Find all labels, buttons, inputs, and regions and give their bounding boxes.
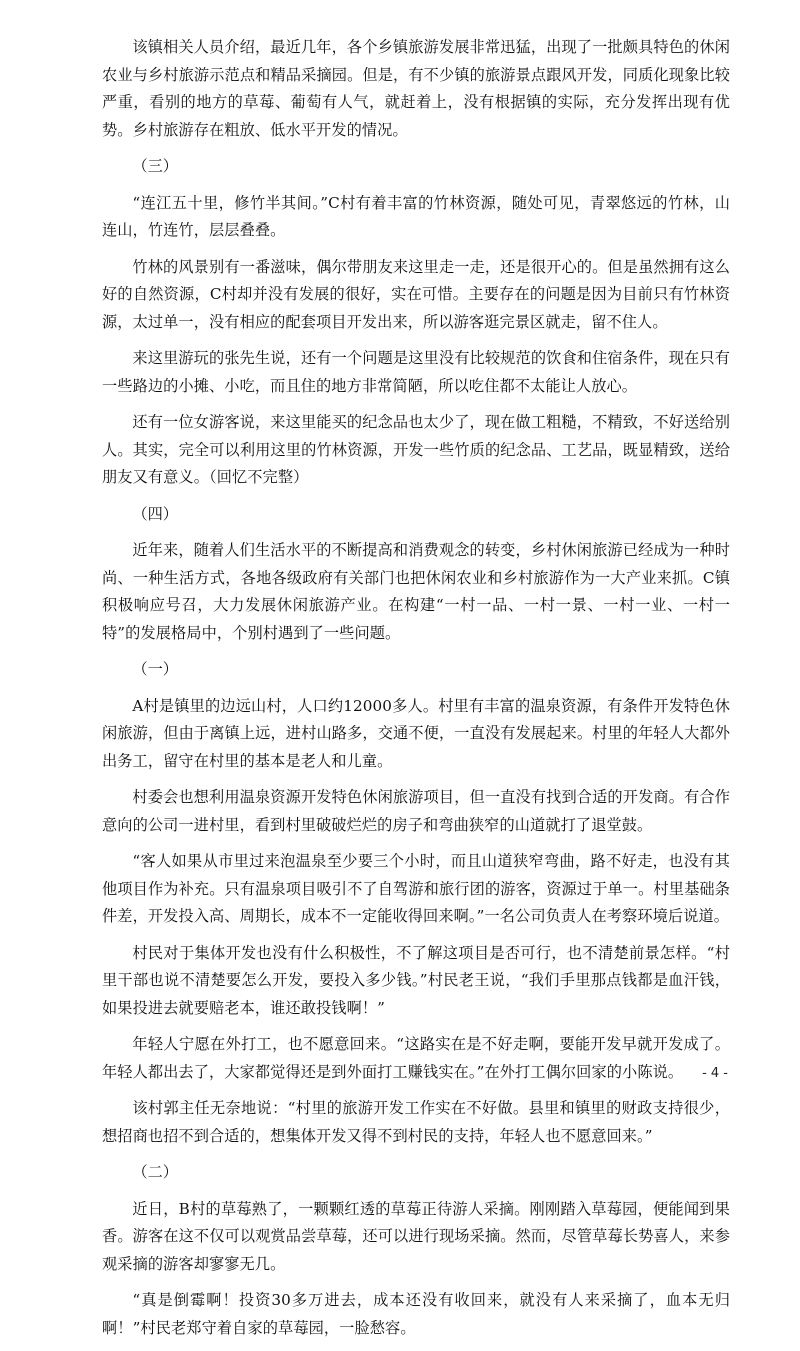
document-body [102, 34, 730, 1351]
page-number: - 4 - [702, 1066, 728, 1081]
section-heading: （三） [132, 157, 178, 175]
paragraph: 竹林的风景别有一番滋味，偶尔带朋友来这里走一走，还是很开心的。但是虽然拥有这么好的自然资源，C村却并没有发展的很好，实在可惜。主要存在的问题是因为目前只有竹林资源，太过单一，没有相应的配套项目开发出来，所以游客逛完景区就走，留不住人。 [102, 257, 730, 331]
section-heading: （二） [132, 1163, 178, 1181]
paragraph: 还有一位女游客说，来这里能买的纪念品也太少了，现在做工粗糙，不精致，不好送给别人。其实，完全可以利用这里的竹林资源，开发一些竹质的纪念品、工艺品，既显精致，送给朋友又有意义。（回忆不完整） [102, 413, 730, 486]
paragraph: 来这里游玩的张先生说，还有一个问题是这里没有比较规范的饮食和住宿条件，现在只有一些路边的小摊、小吃，而且住的地方非常简陋，所以吃住都不太能让人放心。 [102, 349, 730, 395]
paragraph: 近年来，随着人们生活水平的不断提高和消费观念的转变，乡村休闲旅游已经成为一种时尚、一种生活方式，各地各级政府有关部门也把休闲农业和乡村旅游作为一大产业来抓。C镇积极响应号召，大力发展休闲旅游产业。在构建“一村一品、一村一景、一村一业、一村一特”的发展格局中，个别村遇到了一些问题。 [102, 541, 730, 642]
section-heading: （四） [132, 504, 178, 523]
paragraph: “真是倒霉啊！投资30多万进去，成本还没有收回来，就没有人来采摘了，血本无归啊！”村民老郑守着自家的草莓园，一脸愁容。 [102, 1291, 730, 1337]
paragraph: “连江五十里，修竹半其间。”C村有着丰富的竹林资源，随处可见，青翠悠远的竹林，山连山，竹连竹，层层叠叠。 [102, 193, 730, 239]
section-heading: （一） [132, 660, 178, 678]
paragraph: 近日，B村的草莓熟了，一颗颗红透的草莓正待游人采摘。刚刚踏入草莓园，便能闻到果香。游客在这不仅可以观赏品尝草莓，还可以进行现场采摘。然而，尽管草莓长势喜人，来参观采摘的游客却寥寥无几。 [102, 1199, 730, 1273]
paragraph: 该镇相关人员介绍，最近几年，各个乡镇旅游发展非常迅猛，出现了一批颇具特色的休闲农业与乡村旅游示范点和精品采摘园。但是，有不少镇的旅游景点跟风开发，同质化现象比较严重，看别的地方的草莓、葡萄有人气，就赶着上，没有根据镇的实际，充分发挥出现有优势。乡村旅游存在粗放、低水平开发的情况。 [102, 38, 730, 139]
paragraph: A村是镇里的边远山村，人口约12000多人。村里有丰富的温泉资源，有条件开发特色休闲旅游，但由于离镇上远，进村山路多，交通不便，一直没有发展起来。村里的年轻人大都外出务工，留守在村里的基本是老人和儿童。 [102, 696, 730, 770]
paragraph: 村委会也想利用温泉资源开发特色休闲旅游项目，但一直没有找到合适的开发商。有合作意向的公司一进村里，看到村里破破烂烂的房子和弯曲狭窄的山道就打了退堂鼓。 [102, 788, 730, 834]
paragraph: 该村郭主任无奈地说：“村里的旅游开发工作实在不好做。县里和镇里的财政支持很少，想招商也招不到合适的，想集体开发又得不到村民的支持，年轻人也不愿意回来。” [102, 1099, 730, 1145]
paragraph: 村民对于集体开发也没有什么积极性，不了解这项目是否可行，也不清楚前景怎样。“村里干部也说不清楚要怎么开发，要投入多少钱。”村民老王说，“我们手里那点钱都是血汗钱，如果投进去就要赔老本，谁还敢投钱啊！” [102, 943, 730, 1017]
paragraph: “客人如果从市里过来泡温泉至少要三个小时，而且山道狭窄弯曲，路不好走，也没有其他项目作为补充。只有温泉项目吸引不了自驾游和旅行团的游客，资源过于单一。村里基础条件差，开发投入高、周期长，成本不一定能收得回来啊。”一名公司负责人在考察环境后说道。 [102, 852, 730, 925]
paragraph: 年轻人宁愿在外打工，也不愿意回来。“这路实在是不好走啊，要能开发早就开发成了。年轻人都出去了，大家都觉得还是到外面打工赚钱实在。”在外打工偶尔回家的小陈说。 [102, 1035, 730, 1081]
